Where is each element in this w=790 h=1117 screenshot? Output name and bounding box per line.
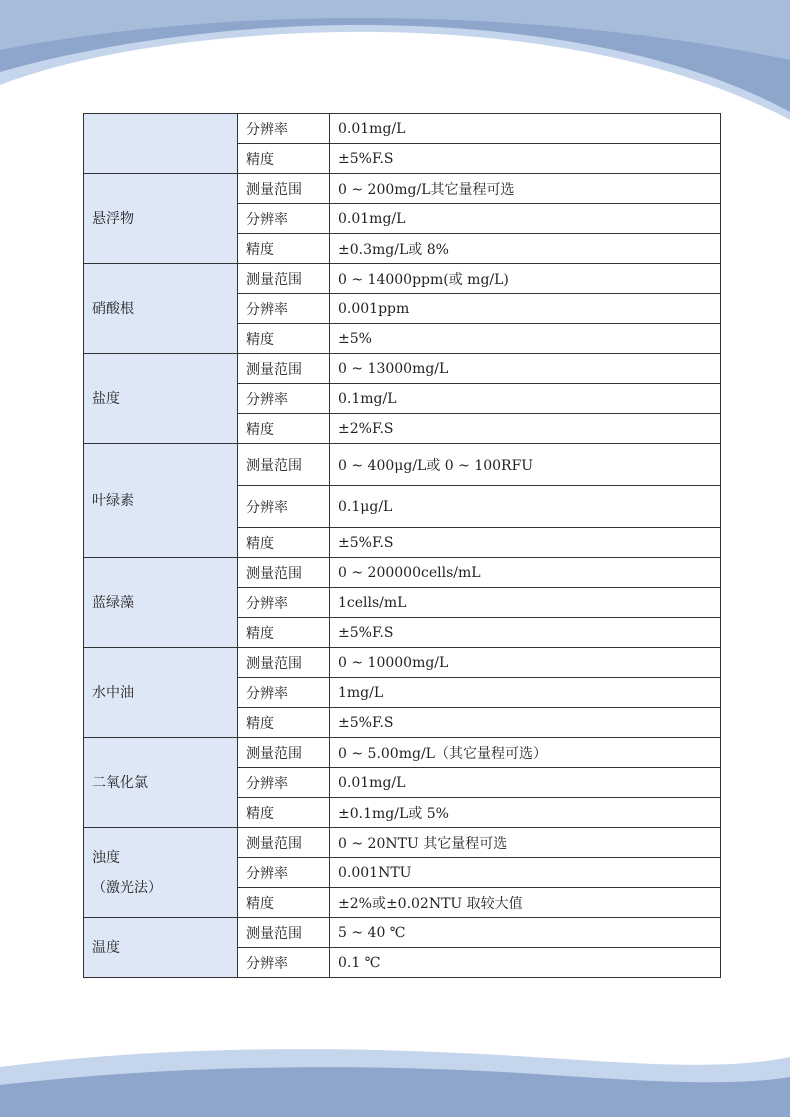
parameter-name: 分辨率 — [238, 858, 330, 888]
table-row — [84, 354, 721, 384]
parameter-name: 分辨率 — [238, 204, 330, 234]
parameter-name: 分辨率 — [238, 114, 330, 144]
category-cell — [84, 114, 238, 174]
category-label: 盐度 — [92, 390, 120, 407]
category-cell — [84, 648, 238, 738]
parameter-value: ±5%F.S — [330, 144, 721, 174]
parameter-name: 分辨率 — [238, 768, 330, 798]
parameter-name: 分辨率 — [238, 486, 330, 528]
parameter-name: 精度 — [238, 708, 330, 738]
parameter-value: 0.001ppm — [330, 294, 721, 324]
table-row — [84, 114, 721, 144]
category-cell — [84, 174, 238, 264]
parameter-name: 精度 — [238, 618, 330, 648]
parameter-name: 分辨率 — [238, 948, 330, 978]
parameter-value: 0.1mg/L — [330, 384, 721, 414]
parameter-value: 0 ~ 13000mg/L — [330, 354, 721, 384]
category-label: 二氧化氯 — [92, 774, 148, 791]
parameter-name: 分辨率 — [238, 678, 330, 708]
parameter-value: 5 ~ 40 ℃ — [330, 918, 721, 948]
parameter-name: 测量范围 — [238, 648, 330, 678]
table-row — [84, 174, 721, 204]
parameter-name: 测量范围 — [238, 918, 330, 948]
table-row — [84, 828, 721, 858]
category-cell — [84, 558, 238, 648]
parameter-name: 精度 — [238, 144, 330, 174]
parameter-name: 分辨率 — [238, 384, 330, 414]
parameter-name: 测量范围 — [238, 828, 330, 858]
parameter-value: 0.01mg/L — [330, 204, 721, 234]
parameter-name: 测量范围 — [238, 264, 330, 294]
parameter-value: 0.01mg/L — [330, 768, 721, 798]
parameter-value: 0 ~ 10000mg/L — [330, 648, 721, 678]
parameter-name: 精度 — [238, 234, 330, 264]
parameter-value: 1mg/L — [330, 678, 721, 708]
parameter-name: 测量范围 — [238, 558, 330, 588]
parameter-value: ±2%或±0.02NTU 取较大值 — [330, 888, 721, 918]
parameter-value: ±0.1mg/L或 5% — [330, 798, 721, 828]
parameter-name: 精度 — [238, 888, 330, 918]
category-cell — [84, 444, 238, 558]
category-label: 浊度 — [92, 849, 120, 866]
parameter-name: 测量范围 — [238, 444, 330, 486]
header-wave — [0, 0, 790, 130]
category-cell — [84, 738, 238, 828]
category-label: 悬浮物 — [92, 210, 134, 227]
parameter-value: 0.1 ℃ — [330, 948, 721, 978]
category-label: （激光法） — [92, 879, 162, 896]
table-row — [84, 264, 721, 294]
parameter-value: ±0.3mg/L或 8% — [330, 234, 721, 264]
table-row — [84, 558, 721, 588]
category-label: 蓝绿藻 — [92, 594, 134, 611]
parameter-value: 0 ~ 14000ppm(或 mg/L) — [330, 264, 721, 294]
table-row — [84, 918, 721, 948]
parameter-name: 精度 — [238, 324, 330, 354]
parameter-value: ±5% — [330, 324, 721, 354]
parameter-name: 分辨率 — [238, 588, 330, 618]
footer-wave — [0, 1037, 790, 1117]
parameter-value: ±2%F.S — [330, 414, 721, 444]
parameter-value: 0.01mg/L — [330, 114, 721, 144]
table-row — [84, 444, 721, 486]
parameter-name: 精度 — [238, 528, 330, 558]
parameter-value: 0 ~ 20NTU 其它量程可选 — [330, 828, 721, 858]
parameter-value: 0 ~ 200mg/L其它量程可选 — [330, 174, 721, 204]
parameter-name: 精度 — [238, 414, 330, 444]
parameter-value: 0 ~ 200000cells/mL — [330, 558, 721, 588]
category-cell — [84, 354, 238, 444]
parameter-value: 0.001NTU — [330, 858, 721, 888]
category-label: 硝酸根 — [92, 300, 134, 317]
parameter-name: 测量范围 — [238, 354, 330, 384]
parameter-name: 测量范围 — [238, 174, 330, 204]
category-cell — [84, 918, 238, 978]
category-cell — [84, 828, 238, 918]
parameter-name: 测量范围 — [238, 738, 330, 768]
parameter-value: ±5%F.S — [330, 528, 721, 558]
category-label: 水中油 — [92, 684, 134, 701]
parameter-value: 1cells/mL — [330, 588, 721, 618]
parameter-value: ±5%F.S — [330, 618, 721, 648]
category-cell — [84, 264, 238, 354]
spec-table — [83, 113, 721, 978]
category-label: 温度 — [92, 939, 120, 956]
parameter-name: 分辨率 — [238, 294, 330, 324]
parameter-value: 0 ~ 5.00mg/L（其它量程可选） — [330, 738, 721, 768]
category-label: 叶绿素 — [92, 492, 134, 509]
parameter-name: 精度 — [238, 798, 330, 828]
parameter-value: 0 ~ 400μg/L或 0 ~ 100RFU — [330, 444, 721, 486]
parameter-value: 0.1μg/L — [330, 486, 721, 528]
parameter-value: ±5%F.S — [330, 708, 721, 738]
table-row — [84, 648, 721, 678]
table-row — [84, 738, 721, 768]
